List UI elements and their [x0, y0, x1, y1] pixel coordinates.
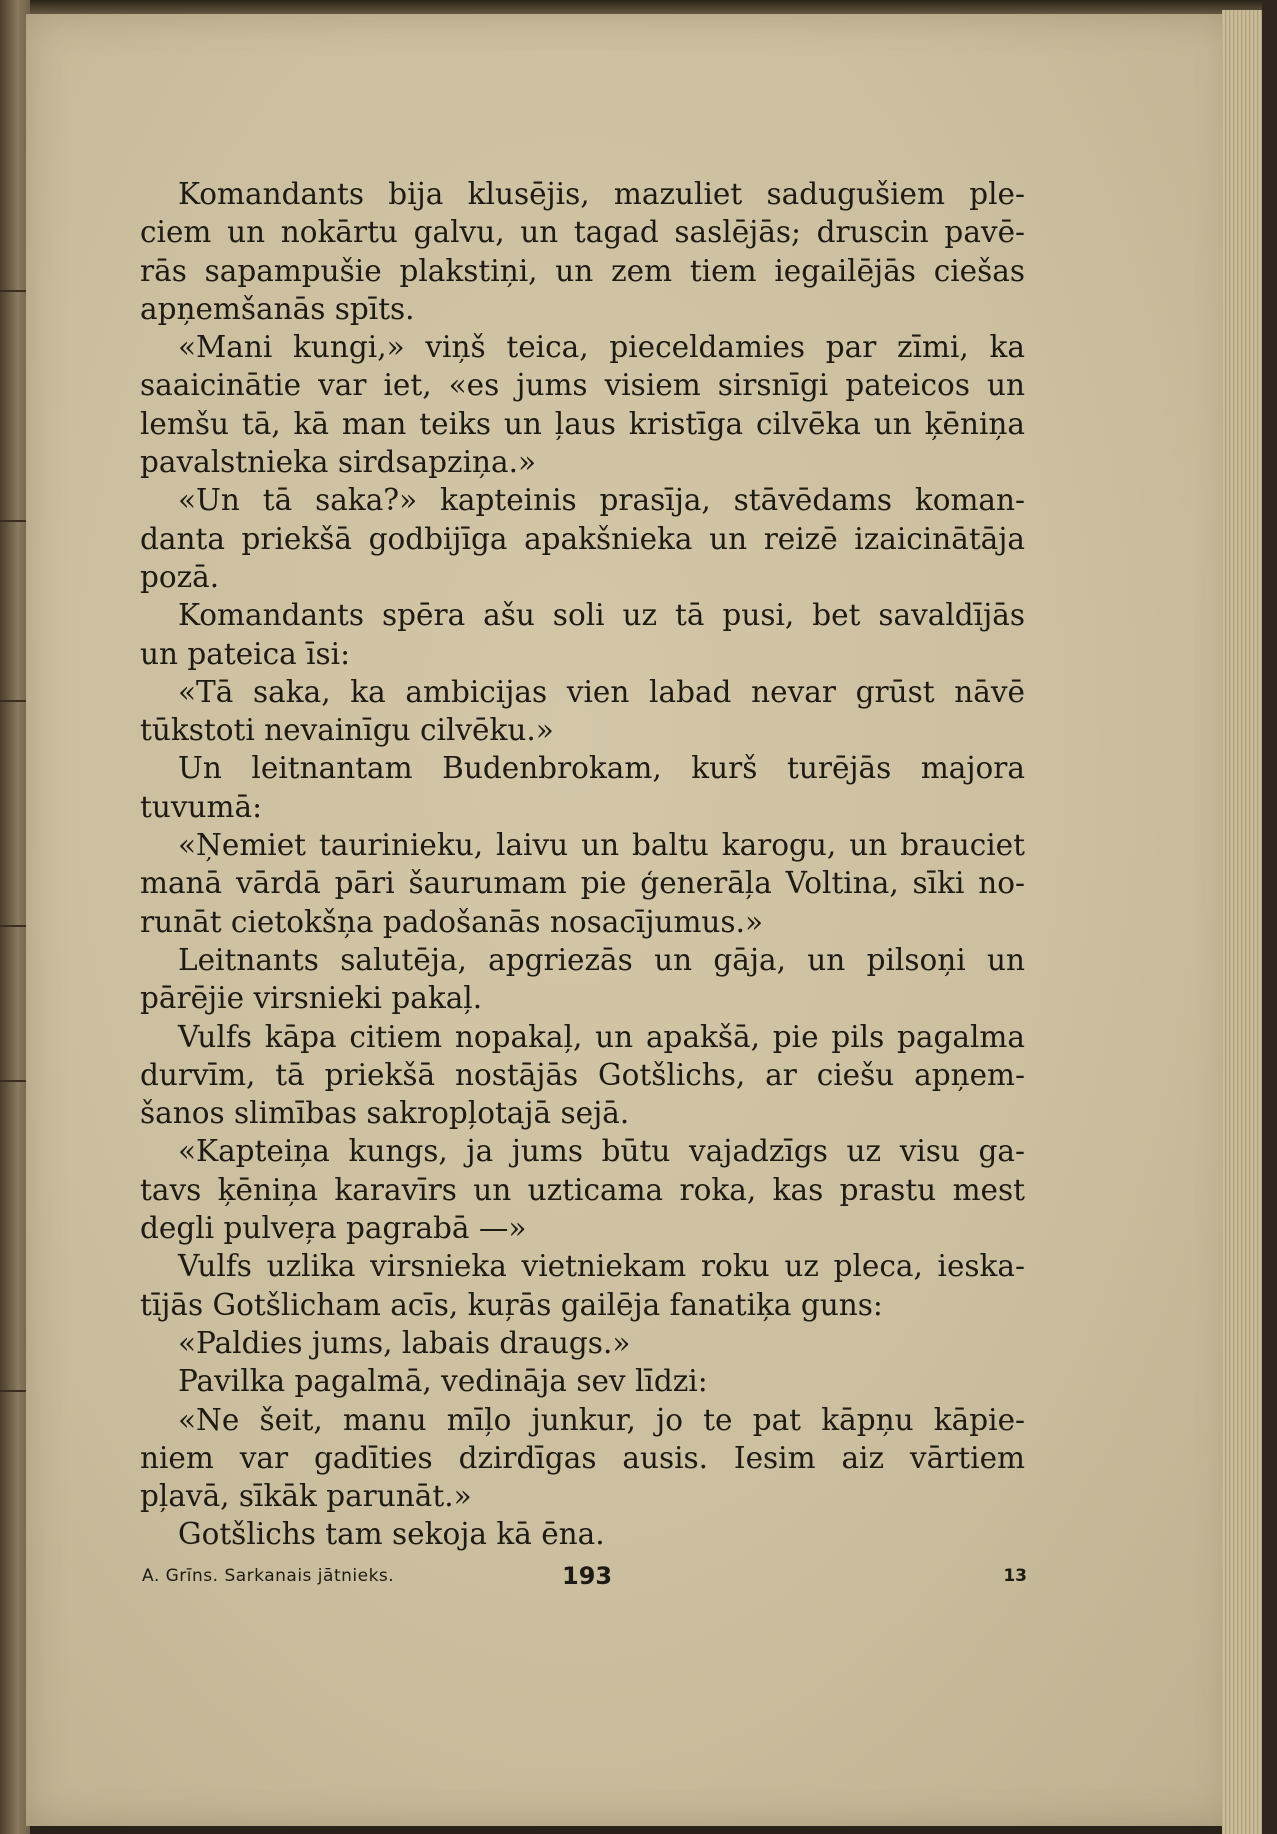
text-line: tījās Gotšlicham acīs, kuŗās gailēja fanatiķa guns:: [140, 1287, 883, 1322]
page-footer: [142, 1562, 1027, 1592]
text-line: pavalstnieka sirdsapziņa.»: [140, 445, 537, 480]
text-line: Pavilka pagalmā, vedināja sev līdzi:: [178, 1364, 708, 1399]
page-number: 193: [562, 1562, 613, 1590]
text-line: tūkstoti nevainīgu cilvēku.»: [140, 713, 554, 748]
text-line: pārējie virsnieki pakaļ.: [140, 981, 483, 1016]
text-line: «Kapteiņa kungs, ja jums būtu vajadzīgs uz visu ga-: [178, 1134, 1025, 1169]
text-line: pļavā, sīkāk parunāt.»: [140, 1479, 472, 1514]
text-line: «Un tā saka?» kapteinis prasīja, stāvēdams koman-: [178, 483, 1025, 518]
signature-mark: 13: [1003, 1566, 1027, 1586]
text-line: «Mani kungi,» viņš teica, pieceldamies par zīmi, ka: [178, 330, 1025, 365]
text-line: «Ņemiet taurinieku, laivu un baltu karogu, un brauciet: [178, 828, 1025, 863]
text-line: un pateica īsi:: [140, 636, 351, 671]
text-line: Komandants spēra ašu soli uz tā pusi, bet savaldījās: [178, 598, 1025, 633]
text-line: danta priekšā godbijīga apakšnieka un reizē izaicinātāja: [140, 521, 1025, 556]
running-footer-title: A. Grīns. Sarkanais jātnieks.: [142, 1566, 395, 1586]
text-line: «Paldies jums, labais draugs.»: [178, 1325, 631, 1360]
text-line: Gotšlichs tam sekoja kā ēna.: [178, 1517, 605, 1552]
text-line: lemšu tā, kā man teiks un ļaus kristīga cilvēka un ķēniņa: [140, 406, 1025, 441]
body-text: [140, 175, 1025, 1554]
text-line: degli pulveŗa pagrabā —»: [140, 1211, 527, 1246]
text-line: apņemšanās spīts.: [140, 291, 415, 326]
text-line: runāt cietokšņa padošanās nosacījumus.»: [140, 904, 764, 939]
text-line: ciem un nokārtu galvu, un tagad saslējās; druscin pavē-: [140, 215, 1025, 250]
book-cover-edge: [1262, 0, 1277, 1834]
text-line: «Ne šeit, manu mīļo junkur, jo te pat kāpņu kāpie-: [178, 1402, 1025, 1437]
text-line: Vulfs kāpa citiem nopakaļ, un apakšā, pie pils pagalma: [178, 1019, 1025, 1054]
text-line: šanos slimības sakropļotajā sejā.: [140, 1096, 630, 1131]
text-line: Komandants bija klusējis, mazuliet sadugušiem ple-: [178, 177, 1025, 211]
text-line: Vulfs uzlika virsnieka vietniekam roku uz pleca, ieska-: [178, 1249, 1025, 1284]
text-line: Un leitnantam Budenbrokam, kurš turējās majora: [178, 751, 1025, 786]
text-line: tavs ķēniņa karavīrs un uzticama roka, kas prastu mest: [140, 1172, 1025, 1207]
text-line: pozā.: [140, 559, 220, 594]
text-line: durvīm, tā priekšā nostājās Gotšlichs, ar ciešu apņem-: [140, 1057, 1025, 1092]
text-line: «Tā saka, ka ambicijas vien labad nevar grūst nāvē: [178, 674, 1025, 709]
text-line: tuvumā:: [140, 789, 263, 824]
text-line: manā vārdā pāri šaurumam pie ģenerāļa Voltina, sīki no-: [140, 866, 1025, 901]
text-line: rās sapampušie plakstiņi, un zem tiem iegailējās ciešas: [140, 253, 1025, 288]
text-line: niem var gadīties dzirdīgas ausis. Iesim aiz vārtiem: [140, 1440, 1025, 1475]
text-line: saaicinātie var iet, «es jums visiem sirsnīgi pateicos un: [140, 368, 1025, 403]
text-line: Leitnants salutēja, apgriezās un gāja, un pilsoņi un: [178, 942, 1025, 977]
